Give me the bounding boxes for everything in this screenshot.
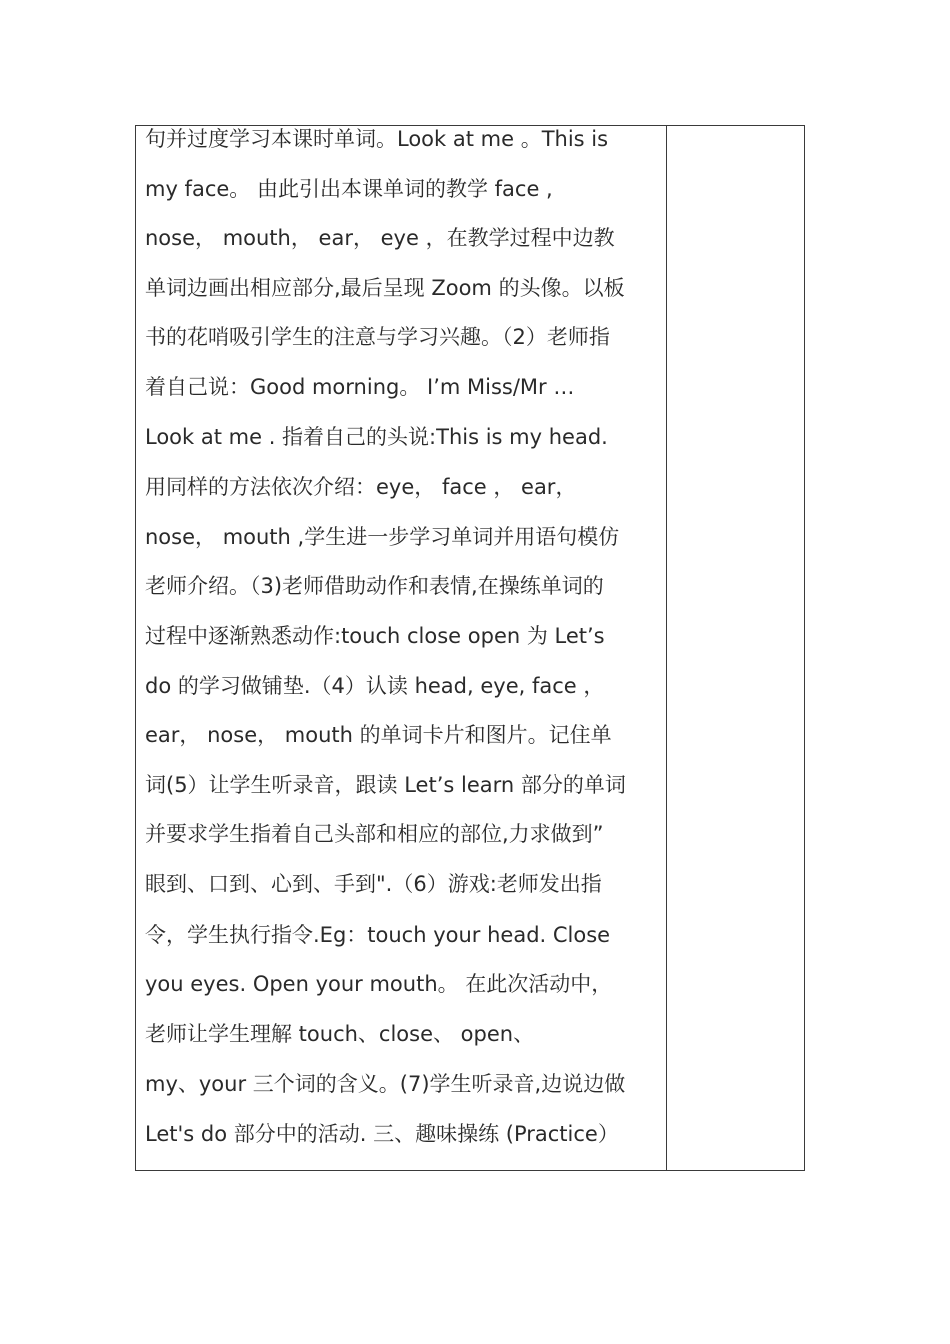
text-line: 过程中逐渐熟悉动作:touch close open 为 Let’s <box>145 624 605 648</box>
text-line: 眼到、口到、心到、手到".（6）游戏:老师发出指 <box>145 872 602 896</box>
text-line: 令，学生执行指令.Eg：touch your head. Close <box>145 923 611 947</box>
text-line: 老师介绍。（3)老师借助动作和表情,在操练单词的 <box>145 574 604 598</box>
text-line: 词(5）让学生听录音，跟读 Let’s learn 部分的单词 <box>145 773 626 797</box>
text-line: ear， nose， mouth 的单词卡片和图片。记住单 <box>145 723 612 747</box>
text-line: Let's do 部分中的活动. 三、趣味操练 (Practice） <box>145 1122 619 1146</box>
text-line: 单词边画出相应部分,最后呈现 Zoom 的头像。以板 <box>145 276 625 300</box>
lesson-plan-table <box>135 125 805 1171</box>
text-line: Look at me . 指着自己的头说:This is my head. <box>145 425 608 449</box>
text-line: nose， mouth， ear， eye ，在教学过程中边教 <box>145 226 615 250</box>
notes-cell <box>667 126 804 1170</box>
text-line: my、your 三个词的含义。(7)学生听录音,边说边做 <box>145 1072 626 1096</box>
text-line: 着自己说：Good morning。 I’m Miss/Mr … <box>145 375 575 399</box>
text-line: do 的学习做铺垫.（4）认读 head, eye, face ， <box>145 674 605 698</box>
text-line: 并要求学生指着自己头部和相应的部位,力求做到” <box>145 822 604 846</box>
text-line: my face。 由此引出本课单词的教学 face , <box>145 177 553 201</box>
text-line: 老师让学生理解 touch、close、 open、 <box>145 1022 535 1046</box>
text-line: 用同样的方法依次介绍：eye， face ， ear， <box>145 475 577 499</box>
text-line: 句并过度学习本课时单词。Look at me 。This is <box>145 127 609 151</box>
teaching-process-cell <box>136 126 667 1170</box>
text-line: you eyes. Open your mouth。 在此次活动中， <box>145 972 613 996</box>
text-line: 书的花哨吸引学生的注意与学习兴趣。（2）老师指 <box>145 325 610 349</box>
text-line: nose， mouth ,学生进一步学习单词并用语句模仿 <box>145 525 620 549</box>
